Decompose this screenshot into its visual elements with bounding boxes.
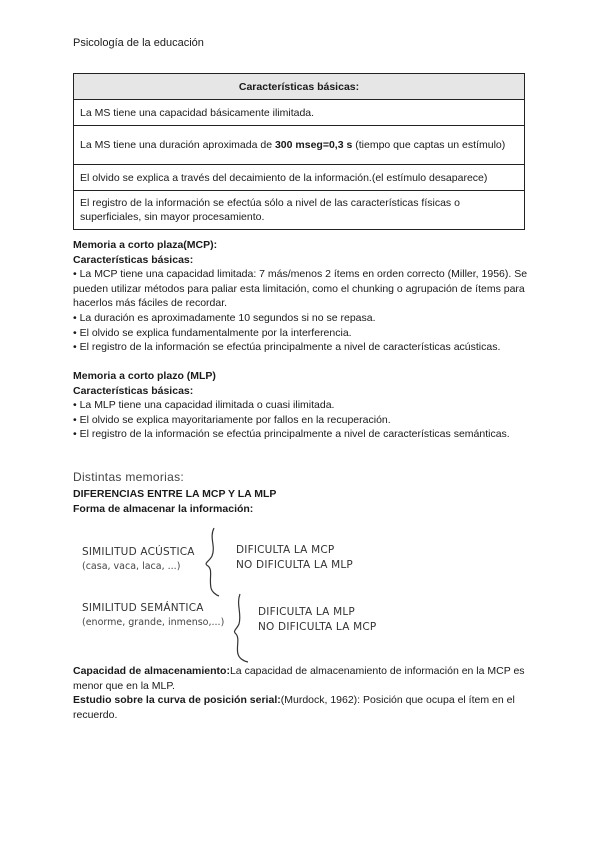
mcp-title: Memoria a corto plaza(MCP): bbox=[73, 239, 218, 251]
list-item: • La MCP tiene una capacidad limitada: 7 más/menos 2 ítems en orden correcto (Miller, 1956). Se pueden utilizar métodos para paliar esta limitación, como el chunking o agrupación de ítems para hacerlos más fáciles de recordar. bbox=[73, 268, 528, 310]
forma-subtitle: Forma de almacenar la información: bbox=[73, 502, 254, 515]
semantica-line-1: DIFICULTA LA MLP bbox=[258, 606, 355, 618]
table-row: El olvido se explica a través del decaimiento de la información.(el estímulo desaparece) bbox=[74, 165, 525, 191]
similitud-acustica-examples: (casa, vaca, laca, ...) bbox=[82, 561, 181, 572]
acustica-line-2: NO DIFICULTA LA MLP bbox=[236, 559, 353, 571]
mlp-title: Memoria a corto plazo (MLP) bbox=[73, 370, 216, 382]
list-item: • La MLP tiene una capacidad ilimitada o cuasi ilimitada. bbox=[73, 399, 335, 412]
row-text-pre: La MS tiene una duración aproximada de bbox=[80, 139, 275, 151]
table-row: La MS tiene una capacidad básicamente ilimitada. bbox=[74, 100, 525, 126]
similitud-acustica-label: SIMILITUD ACÚSTICA bbox=[82, 546, 195, 558]
list-item: • La duración es aproximadamente 10 segundos si no se repasa. bbox=[73, 311, 376, 324]
estudio-text: (Murdock, 1962): Posición que ocupa el ítem en el recuerdo. bbox=[73, 694, 515, 721]
brace-semantica bbox=[234, 594, 248, 662]
diferencias-title: DIFERENCIAS ENTRE LA MCP Y LA MLP bbox=[73, 488, 277, 500]
capacidad-label: Capacidad de almacenamiento: bbox=[73, 665, 230, 677]
row-text-bold: 300 mseg=0,3 s bbox=[274, 139, 353, 151]
page-header: Psicología de la educación bbox=[73, 37, 204, 49]
mlp-subtitle: Características básicas: bbox=[73, 384, 194, 397]
table-row: El registro de la información se efectúa sólo a nivel de las características físicas o superficiales, sin mayor procesamiento. bbox=[74, 191, 525, 230]
similitud-semantica-examples: (enorme, grande, inmenso,...) bbox=[82, 617, 225, 628]
list-item: • El registro de la información se efectúa principalmente a nivel de características acústicas. bbox=[73, 341, 501, 354]
mcp-subtitle: Características básicas: bbox=[73, 253, 194, 266]
capacidad-section bbox=[73, 664, 528, 722]
capacidad-text: La capacidad de almacenamiento de información en la MCP es menor que en la MLP. bbox=[73, 665, 525, 692]
list-item: • El registro de la información se efectúa principalmente a nivel de características semánticas. bbox=[73, 428, 510, 441]
list-item: • El olvido se explica mayoritariamente por fallos en la recuperación. bbox=[73, 413, 391, 426]
brace-acustica bbox=[206, 528, 219, 596]
row-text-post: (tiempo que captas un estímulo) bbox=[352, 139, 506, 151]
semantica-line-2: NO DIFICULTA LA MCP bbox=[258, 621, 377, 633]
similitud-semantica-label: SIMILITUD SEMÁNTICA bbox=[82, 602, 204, 614]
estudio-label: Estudio sobre la curva de posición serial: bbox=[73, 694, 281, 707]
acustica-line-1: DIFICULTA LA MCP bbox=[236, 544, 335, 556]
list-item: • El olvido se explica fundamentalmente por la interferencia. bbox=[73, 326, 352, 339]
distintas-heading: Distintas memorias: bbox=[73, 470, 185, 484]
table-heading: Características básicas: bbox=[74, 74, 525, 100]
